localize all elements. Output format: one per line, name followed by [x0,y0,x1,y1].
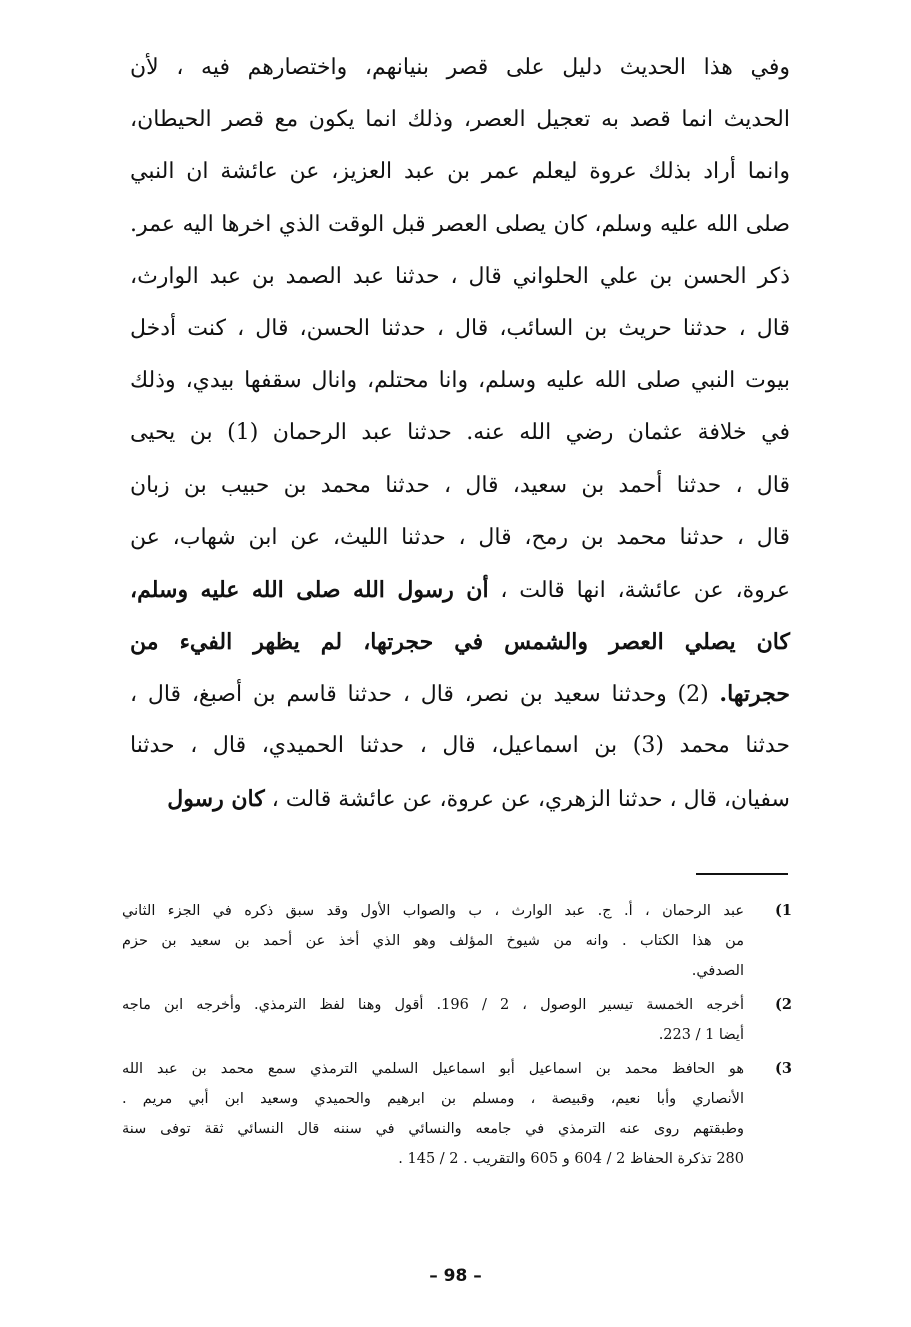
text-segment: في خلافة عثمان رضي الله عنه. حدثنا عبد الرحمان (1) بن يحيى [130,420,790,446]
bold-text-segment: كان يصلي العصر والشمس في حجرتها، لم يظهر الفيء من [130,629,790,656]
main-text-block [130,42,790,825]
footnote-line: أيضا 1 / 223. [658,1027,744,1043]
text-segment: حدثنا محمد (3) بن اسماعيل، قال ، حدثنا الحميدي، قال ، حدثنا [130,733,790,759]
text-segment: صلى الله عليه وسلم، كان يصلى العصر قبل الوقت الذي اخرها اليه عمر. [130,211,790,237]
text-segment: بيوت النبي صلى الله عليه وسلم، وانا محتلم، وانال سقفها بيدي، وذلك [130,368,790,394]
text-segment: وفي هذا الحديث دليل على قصر بنيانهم، واختصارهم فيه ، لأن [130,55,790,80]
footnote-number: (3 [775,1060,792,1077]
body-line [130,773,790,825]
body-line [130,303,790,355]
footnote [122,990,792,1050]
body-line [130,42,790,94]
footnote-line: عبد الرحمان ، أ. ج. عبد الوارث ، ب والصواب الأول وقد سبق ذكره في الجزء الثاني [122,903,744,919]
body-line [130,251,790,303]
footnote [122,1054,792,1174]
bold-text-segment: أن رسول الله صلى الله عليه وسلم، [130,576,489,603]
body-line [130,407,790,459]
text-segment: قال ، حدثنا حريث بن السائب، قال ، حدثنا الحسن، قال ، كنت أدخل [130,315,790,341]
body-line [130,460,790,512]
text-segment: قال ، حدثنا أحمد بن سعيد، قال ، حدثنا محمد بن حبيب بن زبان [130,472,790,498]
body-line [130,355,790,407]
footnote-line: أخرجه الخمسة تيسير الوصول ، 2 / 196. أقول وهنا لفظ الترمذي. وأخرجه ابن ماجه [122,997,744,1013]
footnote-separator [696,873,788,875]
footnote [122,896,792,986]
footnote-line: الصدفي. [691,963,744,979]
body-line [130,512,790,564]
body-line [130,199,790,251]
body-line [130,564,790,616]
footnote-number: (2 [775,996,792,1013]
page-number: – 98 – [429,1266,482,1286]
text-segment: ذكر الحسن بن علي الحلواني قال ، حدثنا عبد الصمد بن عبد الوارث، [130,263,790,289]
text-segment: سفيان، قال ، حدثنا الزهري، عن عروة، عن عائشة قالت ، [264,786,790,812]
footnote-number: (1 [775,902,792,919]
footnote-line: هو الحافظ محمد بن اسماعيل أبو اسماعيل السلمي الترمذي سمع محمد بن عبد الله [122,1061,744,1077]
text-segment: الحديث انما قصد به تعجيل العصر، وذلك انما يكون مع قصر الحيطان، [130,107,790,133]
footnotes-block [122,896,792,1178]
footnote-line: الأنصاري وأبا نعيم، وقبيصة ، ومسلم بن ابرهيم والحميدي وسعيد ابن أبي مريم . [122,1091,744,1107]
body-line [130,146,790,198]
body-line [130,720,790,772]
body-line [130,94,790,146]
footnote-line: وطبقتهم روى عنه الترمذي في جامعه والنسائي في سننه قال النسائي ثقة توفى سنة [122,1121,744,1137]
body-line [130,668,790,720]
bold-text-segment: كان رسول [167,785,265,812]
body-line [130,616,790,668]
text-segment: قال ، حدثنا محمد بن رمح، قال ، حدثنا الليث، عن ابن شهاب، عن [130,524,790,550]
text-segment: عروة، عن عائشة، انها قالت ، [488,577,790,603]
footnote-line: من هذا الكتاب . وانه من شيوخ المؤلف وهو الذي أخذ عن أحمد بن سعيد بن حزم [122,933,744,949]
text-segment: (2) وحدثنا سعيد بن نصر، قال ، حدثنا قاسم بن أصبغ، قال ، [130,682,720,708]
footnote-line: 280 تذكرة الحفاظ 2 / 604 و 605 والتقريب . 2 / 145 . [398,1151,744,1167]
text-segment: وانما أراد بذلك عروة ليعلم عمر بن عبد العزيز، عن عائشة ان النبي [130,159,790,185]
bold-text-segment: حجرتها. [719,681,790,708]
